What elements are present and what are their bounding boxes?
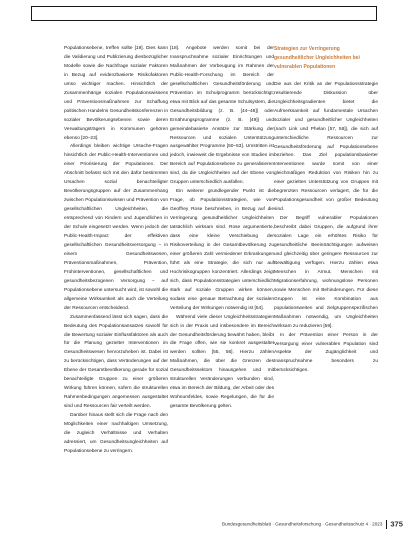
text-column-middle <box>170 45 274 515</box>
paragraph: Der Begriff vulnerabler Populationen beschreibt dabei Gruppen, die aufgrund ihrer sozialen Lage ein erhöhtes Risiko für gesundheitliche Beeinträchtigungen aufweisen und gleichzeitig über geringere Ressourcen zur Bewältigung verfügen. Hierzu zählen etwa Menschen in Armut, Menschen mit Migrationserfahrung, wohnungslose Personen sowie Menschen mit Behinderungen. Für diese Gruppen ist eine Kombination aus populationsweiten und zielgruppenspezifischen Maßnahmen notwendig, um Ungleichheiten wirksam zu reduzieren [59]. <box>274 216 378 329</box>
paragraph: In der Prävention einer Person in der Versorgung einer vulnerablen Population sind Aspekte der Zugänglichkeit und Inanspruchnahme besonders zu berücksichtigen. <box>274 332 378 374</box>
text-column-right <box>274 45 378 515</box>
footer-divider <box>386 520 387 529</box>
text-column-left <box>64 45 168 515</box>
paragraph: [18]. Angebote werden somit bei der Inanspruchnahme sozialer Einrichtungen und Maßnahmen der Vorbeugung im Rahmen der Public-Health-Forschung im Bereich der gesellschaftlichen Gesundheitsförderung und Prävention im Schulprogramm berücksichtigt; etwa mit Blick auf das gesamte Schulsystem, die Gesundheitsbildung (z. B. [44–48]) oder Ernährungsprogramme (z. B. [49]) und gemeindebasierte Ansätze zur Stärkung der Ressourcen und sozialen Unterstützung ausgewählter Programme [50–53]. Umstritten ist jedoch, inwieweit die Ergebnisse von Studien im Bereich auf Populationsebene zu generalisieren sind, da die Ungleichheiten auf der Ebene von Gruppen unterschiedlich ausfallen. <box>170 46 274 186</box>
section-heading: Strategien zur Verringerung gesundheitlicher Ungleichheiten bei vulnerablen Populationen <box>274 46 360 70</box>
paragraph: Ein weiterer grundlegender Punkt ist die Frage, ob Populationsstrategien, wie von Geoffrey Rose beschrieben, in Bezug auf die Verringerung gesundheitlicher Ungleichheiten tatsächlich wirksam sind. Rose argumentierte, dass eine kleine Verschiebung der Risikoverteilung in der Gesamtbevölkerung zu einer größeren Zahl vermiedener Erkrankungen führt als eine Strategie, die sich nur auf Hochrisikogruppen konzentriert. Allerdings zeigt sich, dass Populationsstrategien unterschiedlich stark auf soziale Gruppen wirken können, sodass eine genaue Betrachtung der sozialen Verteilung der Wirkungen notwendig ist [54]. <box>170 189 274 311</box>
paragraph: Populationsebene, treffen sollte [19]. Dies kann die Validierung und Publizierung diesbezüglicher Modelle sowie die Nachfrage sozialer Faktoren in Bezug auf evidenzbasierte Risikofaktoren umso wichtiger machen. Hinsichtlich der Zusammenhänge sozialen Populationswissens und Präventionsmaßnahmen zur Schaffung politischen Handelns Gesundheitskonferenzen in sozialer Bevölkerungsebenen sowie deren Verwaltungsträgern in Kommunen gehören ebenso [20–23]. <box>64 46 168 141</box>
paragraph: Die aus der Kritik an der Populationsstrategie resultierende Diskussion über Ungleichheitsgradienten bietet die Aufmerksamkeit auf fundamentale Ursachen sozialer und gesundheitlicher Ungleichheiten (nach Link und Phelan [57, 58]), die sich auf unterschiedliche Ressourcen zur Gesundheitsförderung auf Populationsebene beziehen. Das Ziel populationsbasierter Interventionen wurde somit von einer gleichmäßigen Reduktion von Risiken hin zu einer gezielten Unterstützung von Gruppen mit begrenzten Ressourcen verlagert, die für die Populationsgesundheit von großer Bedeutung sind. <box>274 81 378 213</box>
page-number: 375 <box>390 519 403 529</box>
journal-citation: Bundesgesundheitsblatt · Gesundheitsforschung · Gesundheitsschutz 4 · 2023 <box>222 521 383 527</box>
paragraph: Allerdings bleiben wichtige Ursache-Fragen hinsichtlich der Public-Health-Interventionen und einer Priorisierung der Populationen. Der Abschnitt befasst sich mit den dafür bestimmten Ursachen sozial benachteiligter Bevölkerungsgruppen auf der Zusammenhang zwischen Populationswissen und Prävention von gesellschaftlichen Ungleichheiten, die entsprechend von Kindern und Jugendlichen in der Schule eingesetzt werden. Wenn jedoch der Public-Health-Impact der effektiven gesellschaftlichen Gesundheitsversorgung – in einem Gesundheitswesen, Präventionsmaßnahmen, Prävention, Frühinterventionen, gesellschaftlichen und gesundheitsbezogenen Versorgung – auf Populationsebene untersucht wird, ist sowohl die allgemeine Wirksamkeit als auch die Verteilung der Ressourcen entscheidend. <box>64 144 168 311</box>
paragraph: Zusammenfassend lässt sich sagen, dass die Bedeutung des Populationsansatzes sowohl für die Bewertung sozialer Einflussfaktoren als auch für die Planung gezielter Interventionen im Gesundheitswesen hervorzuheben ist. Dabei ist zu berücksichtigen, dass Veränderungen auf der Ebene der Gesamtbevölkerung gerade für sozial benachteiligte Gruppen zu einer größeren Wirkung führen können, sofern die strukturellen Rahmenbedingungen angemessen ausgestaltet sind und Ressourcen fair verteilt werden. <box>64 314 168 410</box>
paragraph: Darüber hinaus stellt sich die Frage nach den Möglichkeiten einer nachhaltigen Umsetzung, die zugleich Verhältnisse und Verhalten adressiert, um Gesundheitsungleichheiten auf Populationsebene zu verringern. <box>64 413 168 454</box>
header-box <box>31 6 377 21</box>
page-footer <box>222 519 403 529</box>
paragraph: Während viele dieser Ungleichheitsstrategien sich in der Praxis und insbesondere im Bereich der Gesundheitsförderung bewährt haben, bleibt die Frage offen, wie sie konkret ausgestaltet werden sollten [55, 56]. Hierzu zählen Maßnahmen, die über die Grenzen des Gesundheitssektors hinausgehen und mit strukturellen Veränderungen verbunden sind, etwa im Bereich der Bildung, der Arbeit oder des Wohnumfeldes, sowie Regelungen, die für die gesamte Bevölkerung gelten. <box>170 314 274 410</box>
